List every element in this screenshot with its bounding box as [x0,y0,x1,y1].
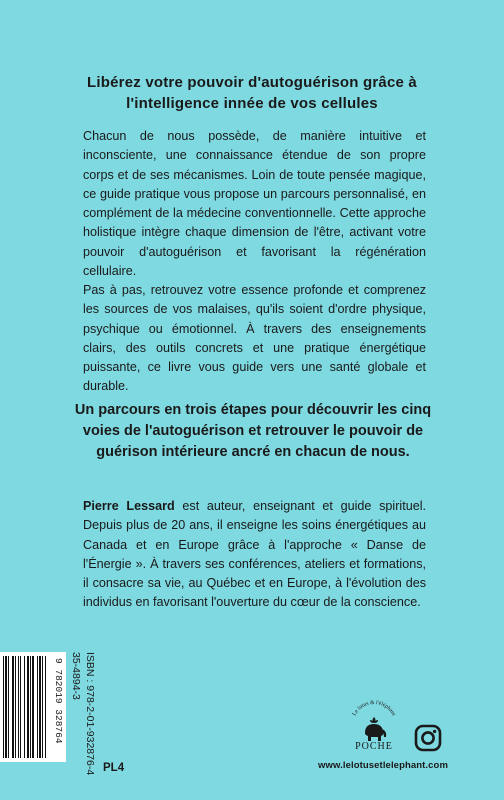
author-name: Pierre Lessard [83,499,175,513]
barcode [0,652,66,762]
barcode-bar [32,656,34,758]
publisher-website[interactable]: www.lelotusetlelephant.com [318,760,448,771]
instagram-icon[interactable] [414,724,442,752]
barcode-bar [24,656,25,758]
steps-tagline: Un parcours en trois étapes pour découvrir les cinq voies de l'autoguérison et retrouver le pouvoir de guérison intérieure ancré en chacun de nous. [74,402,432,460]
description-paragraph-2: Pas à pas, retrouvez votre essence profonde et comprenez les sources de vos malaises, qu'ils soient d'ordre physique, psychique ou émotionnel. À travers des enseignements clairs, des outils concrets et une pratique énergétique puissante, ce livre vous guide vers une santé globale et durable. [83,283,426,394]
barcode-bar [5,656,7,758]
barcode-bar [8,656,9,758]
barcode-bar [12,656,14,758]
author-bio-text: est auteur, enseignant et guide spirituel. Depuis plus de 20 ans, il enseigne les soins énergétiques au Canada et en Europe grâce à l'approche « Danse de l'Énergie ». À travers ses conférences, ateliers et formations, il consacre sa vie, au Québec et en Europe, à l'évolution des individus en favorisant l'ouverture du cœur de la conscience. [83,499,426,610]
barcode-bar [27,656,29,758]
product-code: 35-4894-3 [70,652,82,700]
imprint-label: POCHE [355,741,393,752]
logo-text: Le lotus & l'éléphant [351,699,397,717]
barcode-bar [3,656,4,758]
svg-text:Le lotus & l'éléphant [352,700,397,717]
barcode-bar [45,656,46,758]
barcode-bar [15,656,16,758]
price-code: PL4 [103,762,125,774]
barcode-bar [20,656,21,758]
description-paragraph-1: Chacun de nous possède, de manière intuitive et inconsciente, une connaissance étendue de son propre corps et de ses mécanismes. Loin de toute pensée magique, ce guide pratique vous propose un parcours personnalisé, en complément de la médecine conventionnelle. Cette approche holistique intègre chaque dimension de l'être, activant votre pouvoir d'autoguérison et favorisant la régénération cellulaire. [83,129,426,279]
barcode-bar [42,656,43,758]
author-bio [83,497,426,613]
headline: Libérez votre pouvoir d'autoguérison grâce à l'intelligence innée de vos cellules [87,74,417,112]
barcode-bar [30,656,31,758]
barcode-digits: 9 782019 328764 [53,658,64,744]
isbn: ISBN : 978-2-01-932876-4 [84,652,96,776]
barcode-bar [39,656,41,758]
barcode-bar [18,656,19,758]
barcode-bar [37,656,38,758]
barcode-bars [3,656,49,758]
